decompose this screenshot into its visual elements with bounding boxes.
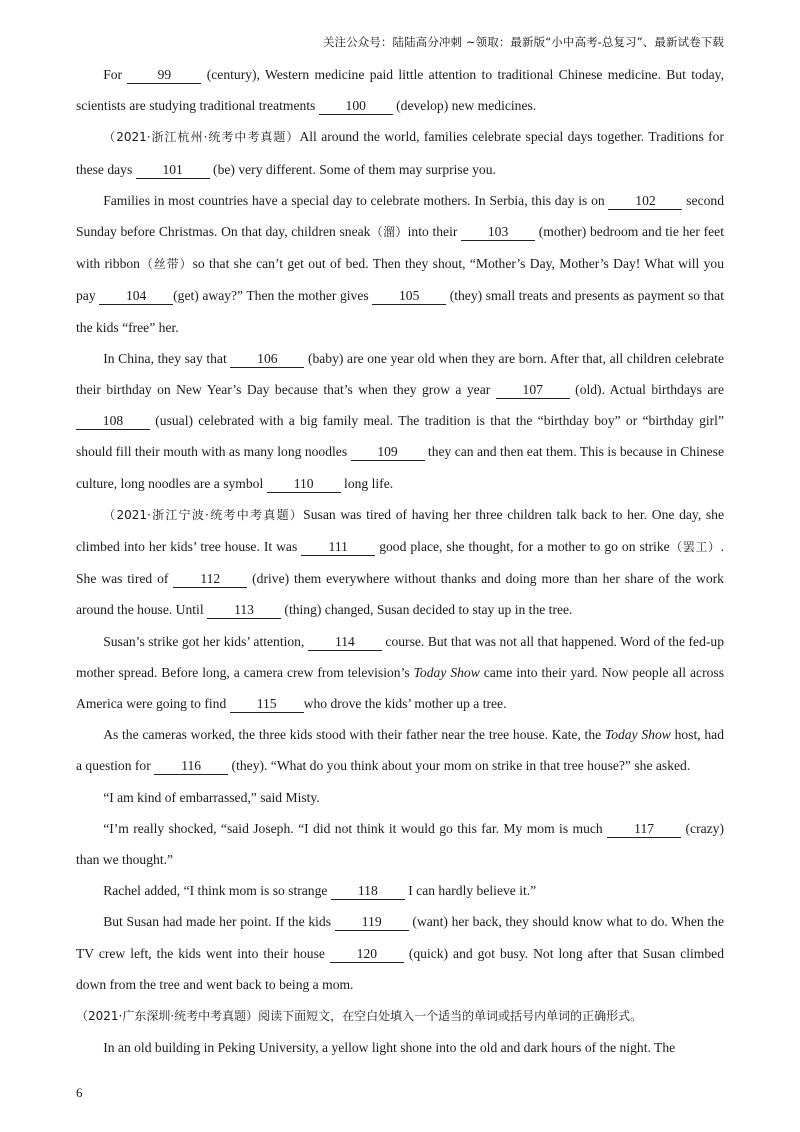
answer-blank: 103 xyxy=(461,223,535,241)
paragraph xyxy=(76,906,724,1000)
chinese-annotation: （罢工） xyxy=(669,540,721,555)
paragraph xyxy=(76,782,724,813)
answer-blank: 100 xyxy=(319,97,393,115)
answer-blank: 115 xyxy=(230,695,304,713)
answer-blank: 108 xyxy=(76,412,150,430)
passage-text: All around the world, families celebrate special days together. Traditions for these days xyxy=(76,129,724,177)
passage-text: Rachel added, “I think mom is so strange xyxy=(103,883,331,899)
passage-text: course. But that was not all that happened. Word of the fed-up mother spread. Before long, a camera crew from television’s xyxy=(76,633,724,680)
passage-text: (they). “What do you think about your mom on strike in that tree house?” she asked. xyxy=(228,758,691,774)
paragraph xyxy=(76,499,724,626)
passage-text: As the cameras worked, the three kids stood with their father near the tree house. Kate, the xyxy=(103,727,605,743)
passage-text: (crazy) than we thought.” xyxy=(76,820,724,868)
paragraph xyxy=(76,813,724,875)
passage-text: second Sunday before Christmas. On that day, children sneak xyxy=(76,192,725,240)
passage-text: (want) her back, they should know what to do. When the TV crew left, the kids went into their house xyxy=(76,914,725,961)
paragraph xyxy=(76,59,724,121)
chinese-annotation: （丝带） xyxy=(139,257,193,272)
answer-blank: 120 xyxy=(330,945,404,963)
chinese-annotation: （溜） xyxy=(370,225,408,240)
paragraph xyxy=(76,626,724,720)
italic-title: Today Show xyxy=(604,727,671,743)
passage-text: good place, she thought, for a mother to go on strike xyxy=(375,539,670,555)
answer-blank: 105 xyxy=(372,287,446,305)
passage-text: (baby) are one year old when they are born. After that, all children celebrate their birthday on New Year’s Day because that’s when they grow a year xyxy=(76,350,724,398)
passage-text: (get) away?” Then the mother gives xyxy=(173,288,373,304)
passage-text: into their xyxy=(407,224,462,240)
passage-text: (quick) and got busy. Not long after that Susan climbed down from the tree and went back to being a mom. xyxy=(76,945,724,992)
passage-text: came into their yard. Now people all across America were going to find xyxy=(76,664,724,712)
answer-blank: 109 xyxy=(351,443,425,461)
answer-blank: 104 xyxy=(99,287,173,305)
passage-text: Susan was tired of having her three children talk back to her. One day, she climbed into her kids’ tree house. It was xyxy=(76,506,725,555)
answer-blank: 118 xyxy=(331,882,405,900)
passage-text: long life. xyxy=(340,475,394,491)
chinese-annotation: （2021·广东深圳·统考中考真题）阅读下面短文，在空白处填入一个适当的单词或括号内单词的正确形式。 xyxy=(76,1009,643,1024)
passage-text: In China, they say that xyxy=(103,350,231,366)
answer-blank: 119 xyxy=(335,913,409,931)
paragraph xyxy=(76,121,724,184)
passage-text: (drive) them everywhere without thanks and doing more than her share of the work around the house. Until xyxy=(76,571,724,618)
passage-text: Susan’s strike got her kids’ attention, xyxy=(103,633,308,649)
passage-text: Families in most countries have a special day to celebrate mothers. In Serbia, this day is on xyxy=(103,192,609,208)
chinese-annotation: （2021·浙江宁波·统考中考真题） xyxy=(103,507,304,522)
answer-blank: 110 xyxy=(267,475,341,493)
paragraph xyxy=(76,1032,724,1063)
passage-text: “I am kind of embarrassed,” said Misty. xyxy=(103,789,320,805)
passage-text: . She was tired of xyxy=(76,539,724,587)
paragraph xyxy=(76,1000,724,1032)
paragraph xyxy=(76,875,724,906)
passage-text: (develop) new medicines. xyxy=(392,98,537,114)
italic-title: Today Show xyxy=(413,664,480,680)
passage-text: (thing) changed, Susan decided to stay up in the tree. xyxy=(281,602,573,618)
passage-text: (old). Actual birthdays are xyxy=(569,382,724,398)
answer-blank: 106 xyxy=(230,350,304,368)
passage-text: But Susan had made her point. If the kids xyxy=(103,914,335,930)
passage-text: In an old building in Peking University, a yellow light shone into the old and dark hours of the night. The xyxy=(103,1040,676,1056)
passage-text: host, had a question for xyxy=(76,727,725,774)
passage-text: I can hardly believe it.” xyxy=(404,883,537,899)
passage-text: (be) very different. Some of them may surprise you. xyxy=(209,161,496,177)
passage-text: (usual) celebrated with a big family meal. The tradition is that the “birthday boy” or “birthday girl” should fill their mouth with as many long noodles xyxy=(76,413,724,460)
passage-text: they can and then eat them. This is because in Chinese culture, long noodles are a symbol xyxy=(76,444,725,491)
answer-blank: 114 xyxy=(308,633,382,651)
answer-blank: 116 xyxy=(154,757,228,775)
paragraph xyxy=(76,343,724,499)
answer-blank: 101 xyxy=(136,161,210,179)
answer-blank: 99 xyxy=(127,66,201,84)
passage-text: “I’m really shocked, “said Joseph. “I did not think it would go this far. My mom is much xyxy=(103,820,608,836)
chinese-annotation: （2021·浙江杭州·统考中考真题） xyxy=(103,130,300,145)
page-number: 6 xyxy=(76,1085,83,1100)
passage-text: For xyxy=(103,67,128,82)
document-body xyxy=(76,59,724,1064)
passage-text: (century), Western medicine paid little attention to traditional Chinese medicine. But today, scientists are studying traditional treatments xyxy=(76,67,724,114)
answer-blank: 102 xyxy=(608,192,682,210)
page-header: 关注公众号：陆陆高分冲刺 ~领取：最新版“小中高考-总复习”、最新试卷下载 xyxy=(322,35,724,49)
answer-blank: 107 xyxy=(496,381,570,399)
answer-blank: 111 xyxy=(301,538,375,556)
passage-text: (they) small treats and presents as payment so that the kids “free” her. xyxy=(76,288,724,335)
passage-text: who drove the kids’ mother up a tree. xyxy=(303,696,507,712)
answer-blank: 117 xyxy=(607,820,681,838)
passage-text: (mother) bedroom and tie her feet with ribbon xyxy=(76,224,724,272)
answer-blank: 112 xyxy=(173,570,247,588)
paragraph xyxy=(76,719,724,781)
paragraph xyxy=(76,185,724,343)
passage-text: so that she can’t get out of bed. Then they shout, “Mother’s Day, Mother’s Day! What will you pay xyxy=(76,256,724,304)
answer-blank: 113 xyxy=(207,601,281,619)
